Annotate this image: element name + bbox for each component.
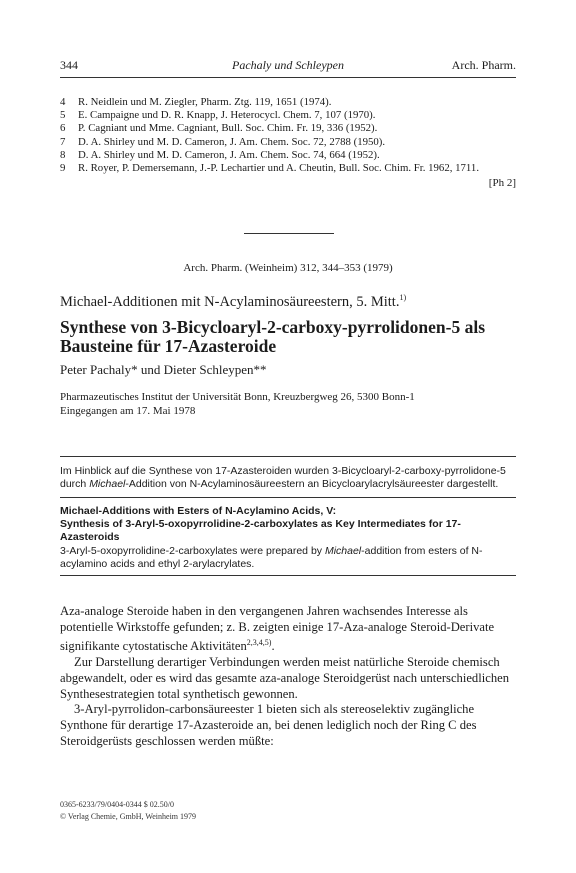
reference-item — [60, 149, 516, 162]
abstract-english-text: 3-Aryl-5-oxopyrrolidine-2-carboxylates were prepared by — [60, 545, 325, 557]
article-title: Synthese von 3-Bicycloaryl-2-carboxy-pyrrolidonen-5 als Bausteine für 17-Azasteroide — [60, 317, 486, 356]
abstract-english-title — [60, 505, 516, 544]
article-authors: Peter Pachaly* und Dieter Schleypen** — [60, 362, 267, 377]
reference-text: R. Neidlein und M. Ziegler, Pharm. Ztg. 119, 1651 (1974). — [78, 96, 332, 108]
abstract-bottom-rule — [60, 575, 516, 576]
reference-item — [60, 136, 516, 149]
reference-text: P. Cagniant und Mme. Cagniant, Bull. Soc. Chim. Fr. 19, 336 (1952). — [78, 122, 378, 135]
body-paragraph-end: . — [271, 639, 275, 654]
reference-item — [60, 122, 516, 135]
journal-citation: Arch. Pharm. (Weinheim) 312, 344–353 (1979) — [183, 262, 393, 274]
reference-item — [60, 109, 516, 122]
reference-number: 6 — [60, 122, 66, 135]
abstract-english-title-line1: Michael-Additions with Esters of N-Acylamino Acids, V: — [60, 505, 337, 517]
page-number: 344 — [60, 58, 78, 72]
reference-text: E. Campaigne und D. R. Knapp, J. Heterocycl. Chem. 7, 107 (1970). — [78, 109, 376, 122]
reference-number: 8 — [60, 148, 66, 161]
body-paragraph-text: Aza-analoge Steroide haben in den vergangenen Jahren wachsendes Interesse als potentielle Wirkstoffe gefunden; z. B. zeigten einige 17-Aza-analoge Steroid-Derivate signifikante cytostatische Aktivitäten — [60, 604, 495, 654]
reference-number: 4 — [60, 96, 66, 108]
affiliation-block — [60, 391, 415, 418]
affiliation: Pharmazeutisches Institut der Universität Bonn, Kreuzbergweg 26, 5300 Bonn-1 — [60, 391, 415, 403]
reference-tag: [Ph 2] — [488, 177, 516, 189]
body-paragraph — [60, 604, 516, 655]
reference-text: D. A. Shirley und M. D. Cameron, J. Am. Chem. Soc. 72, 2788 (1950). — [78, 135, 386, 148]
abstract-english-title-line2: Synthesis of 3-Aryl-5-oxopyrrolidine-2-carboxylates as Key Intermediates for 17-Azasteroids — [60, 518, 461, 543]
footer — [60, 799, 196, 823]
series-title-text: Michael-Additionen mit N-Acylaminosäureestern, 5. Mitt. — [60, 293, 400, 310]
reference-text: D. A. Shirley und M. D. Cameron, J. Am. Chem. Soc. 74, 664 (1952). — [78, 148, 380, 161]
reference-item — [60, 96, 516, 109]
running-head-authors: Pachaly und Schleypen — [232, 58, 344, 72]
reference-number: 7 — [60, 135, 66, 148]
series-footnote-mark: 1) — [399, 293, 407, 302]
abstract-german-text: Im Hinblick auf die Synthese von 17-Azasteroiden wurden 3-Bicycloaryl-2-carboxy-pyrrolidone-5 durch — [60, 465, 506, 490]
running-head-journal: Arch. Pharm. — [451, 58, 516, 72]
abstract-english — [60, 545, 516, 571]
abstract-mid-rule — [60, 497, 516, 498]
reference-item — [60, 162, 516, 175]
received-date: Eingegangen am 17. Mai 1978 — [60, 404, 196, 417]
section-divider — [244, 233, 334, 234]
abstract-german — [60, 465, 516, 491]
abstract-english-text-end: -addition from esters of N-acylamino acids and ethyl 2-arylacrylates. — [60, 545, 483, 570]
reference-text: R. Royer, P. Demersemann, J.-P. Lechartier und A. Cheutin, Bull. Soc. Chim. Fr. 1962, 1711. — [78, 162, 480, 175]
header-rule — [60, 77, 516, 78]
reference-number: 9 — [60, 162, 66, 175]
body-text — [60, 604, 516, 750]
abstract-german-emphasis: Michael — [89, 478, 126, 490]
abstract-english-emphasis: Michael — [324, 545, 362, 557]
body-paragraph: 3-Aryl-pyrrolidon-carbonsäureester 1 bieten sich als stereoselektiv zugängliche Synthone für derartige 17-Azasteroide an, bei denen lediglich noch der Ring C des Steroidgerüsts geschlossen werden müßte: — [60, 702, 477, 748]
series-title — [60, 293, 406, 311]
abstract-top-rule — [60, 456, 516, 457]
reference-list — [60, 96, 516, 175]
reference-number: 5 — [60, 109, 66, 122]
citation-superscript: 2,3,4,5) — [246, 638, 272, 648]
footer-copyright: © Verlag Chemie, GmbH, Weinheim 1979 — [60, 812, 197, 821]
footer-code: 0365-6233/79/0404-0344 $ 02.50/0 — [60, 800, 174, 809]
body-paragraph: Zur Darstellung derartiger Verbindungen werden meist natürliche Steroide chemisch abgewandelt, oder es wird das gesamte aza-analoge Steroidgerüst nach unterschiedlichen Synthesestrategien total synthetisch gewonnen. — [60, 655, 509, 701]
abstract-german-text-end: -Addition von N-Acylaminosäureestern an Bicycloarylacrylsäureester dargestellt. — [125, 478, 499, 490]
